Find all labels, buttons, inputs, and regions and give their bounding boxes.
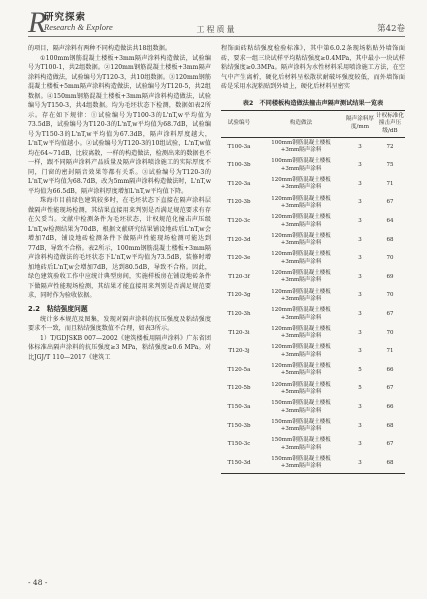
cell-construction	[257, 138, 345, 157]
construction-line: 120mm钢筋混凝土楼板	[271, 251, 331, 258]
table-row	[221, 398, 405, 417]
cell-impact-sound-level: 68	[386, 422, 394, 429]
logo-column-name: 研究探索	[44, 12, 87, 23]
cell-impact-sound-level: 67	[386, 310, 394, 317]
construction-line: +3mm隔声涂料	[280, 258, 322, 265]
table-row	[221, 212, 405, 231]
cell-impact-sound-level: 67	[386, 199, 394, 206]
construction-line: +3mm隔声涂料	[280, 351, 322, 358]
body-paragraph: 珠海市目前绿色建筑较多时，在毛坯状态下直接在隔声涂料层做隔声性能现场检测，其结果直接用来判别是否满足规范要求有存在欠妥当。文献中检测条件为毛坯状态，计权规范化撞击声压级L'nT,w检测结果为70dB，根据文献研究结果铺设地砖后L'nT,w会增加7dB，铺设地砖检测条件下做隔声性能现场检测可能达到77dB，导致不合格。表2所示，100mm钢筋混凝土楼板+3mm隔声涂料构造做法的毛坯状态下L'nT,w平均值为73.5dB，装修时增加地砖后L'nT,w会增加7dB，达到80.5dB，导致不合格。因此，绿色建筑验收工作中应统计典型房间，实施样板房在铺设地砖条件下做隔声性能现场检测，其结果才能直接用来判别是否满足规范要求，同时作为验收依据。	[28, 197, 211, 299]
cell-construction	[257, 231, 345, 250]
cell-test-id: T150-3d	[227, 459, 251, 466]
cell-coating-thickness: 3	[358, 329, 362, 336]
construction-line: 100mm钢筋混凝土楼板	[271, 139, 331, 146]
construction-line: 120mm钢筋混凝土楼板	[271, 288, 331, 295]
cell-coating-thickness: 5	[358, 385, 362, 392]
table-row	[221, 138, 405, 157]
construction-line: +3mm隔声涂料	[280, 184, 322, 191]
cell-construction	[257, 454, 345, 473]
construction-line: +3mm隔声涂料	[280, 277, 322, 284]
cell-coating-thickness: 3	[358, 348, 362, 355]
construction-line: 120mm钢筋混凝土楼板	[271, 325, 331, 332]
cell-coating-thickness: 5	[358, 366, 362, 373]
table-row	[221, 268, 405, 287]
cell-test-id: T120-3j	[228, 348, 250, 355]
construction-line: 120mm钢筋混凝土楼板	[271, 232, 331, 239]
table-row	[221, 194, 405, 213]
construction-line: +3mm隔声涂料	[280, 333, 322, 340]
header-divider	[28, 36, 405, 37]
construction-line: 100mm钢筋混凝土楼板	[271, 158, 331, 165]
construction-line: +3mm隔声涂料	[280, 240, 322, 247]
cell-coating-thickness: 3	[358, 162, 362, 169]
body-paragraph: 的项目，隔声涂料有两种不同构造做法共18组数据。	[28, 45, 172, 52]
cell-test-id: T150-3b	[227, 422, 251, 429]
construction-line: +3mm隔声涂料	[280, 426, 322, 433]
cell-construction	[257, 305, 345, 324]
cell-construction	[257, 157, 345, 176]
cell-coating-thickness: 3	[358, 310, 362, 317]
body-paragraph: 统计多本规范及图集，发现对隔声涂料的抗压强度及粘结强度要求不一致，而且粘结强度数值不合理，如表3所示。	[28, 315, 211, 332]
cell-test-id: T120-3f	[228, 273, 250, 280]
construction-line: 120mm钢筋混凝土楼板	[271, 363, 331, 370]
cell-impact-sound-level: 67	[386, 441, 394, 448]
cell-test-id: T120-3a	[227, 180, 251, 187]
cell-coating-thickness: 3	[358, 217, 362, 224]
table-row	[221, 305, 405, 324]
cell-construction	[257, 343, 345, 362]
construction-line: 120mm钢筋混凝土楼板	[271, 195, 331, 202]
cell-test-id: T120-3b	[227, 199, 251, 206]
table-row	[221, 417, 405, 436]
cell-coating-thickness: 3	[358, 199, 362, 206]
construction-line: +3mm隔声涂料	[280, 314, 322, 321]
cell-coating-thickness: 3	[358, 236, 362, 243]
cell-coating-thickness: 3	[358, 255, 362, 262]
construction-line: 150mm钢筋混凝土楼板	[271, 418, 331, 425]
construction-line: 120mm钢筋混凝土楼板	[271, 214, 331, 221]
header-construction: 构造做法	[289, 120, 313, 126]
cell-coating-thickness: 3	[358, 403, 362, 410]
construction-line: +5mm隔声涂料	[280, 370, 322, 377]
cell-coating-thickness: 3	[358, 441, 362, 448]
cell-impact-sound-level: 71	[386, 180, 394, 187]
logo-letter: R	[28, 6, 47, 39]
cell-test-id: T100-3b	[227, 162, 251, 169]
cell-test-id: T120-3i	[228, 329, 250, 336]
header-test-id: 试验编号	[227, 120, 251, 126]
cell-impact-sound-level: 66	[386, 366, 394, 373]
table-row	[221, 231, 405, 250]
table-caption: 表2 不同楼板构造做法撞击声隔声测试结果一览表	[242, 99, 384, 107]
cell-impact-sound-level: 69	[386, 273, 394, 280]
cell-impact-sound-level: 67	[386, 385, 394, 392]
table-row	[221, 287, 405, 306]
cell-construction	[257, 250, 345, 269]
cell-test-id: T120-5a	[227, 366, 251, 373]
cell-construction	[257, 398, 345, 417]
construction-line: 150mm钢筋混凝土楼板	[271, 400, 331, 407]
cell-test-id: T120-3d	[227, 236, 251, 243]
cell-coating-thickness: 3	[358, 273, 362, 280]
construction-line: 120mm钢筋混凝土楼板	[271, 344, 331, 351]
right-column	[221, 44, 405, 474]
cell-test-id: T120-3h	[227, 310, 251, 317]
construction-line: +3mm隔声涂料	[280, 165, 322, 172]
cell-test-id: T120-5b	[227, 385, 251, 392]
construction-line: +3mm隔声涂料	[280, 407, 322, 414]
table-row	[221, 380, 405, 399]
cell-construction	[257, 380, 345, 399]
cell-impact-sound-level: 68	[386, 459, 394, 466]
body-paragraph: ①100mm钢筋混凝土楼板+3mm隔声涂料构造做法，试验编号为T100-1，共2组数据。②120mm钢筋混凝土楼板+3mm隔声涂料构造做法，试验编号为T120-3，共10组数据。③120mm钢筋混凝土楼板+5mm隔声涂料构造做法，试验编号为T120-5，共2组数据。④150mm钢筋混凝土楼板+3mm隔声涂料构造做法，试验编号为T150-3，共4组数据。均为毛坯状态下检测，数据如表2所示。存在如下规律：①试验编号为T100-3的L'nT,w平均值为73.5dB，试验编号为T120-3的L'nT,w平均值为68.7dB，试验编号为T150-3的L'nT,w平均值为67.3dB，隔声涂料厚度越大，L'nT,w平均值越小。②试验编号为T120-3的10组试验，L'nT,w值均在64~71dB，比较离散，一样的构造做法，检测出来的数据也不一样，跟不同隔声涂料产品质量及隔声涂料喷涂施工的实际厚度不同，门窗的密封隔音效果等都有关系。③试验编号为T120-3的L'nT,w平均值为68.7dB，改为5mm隔声涂料构造做法时，L'nT,w平均值为66.5dB，隔声涂料厚度增加L'nT,w平均值下降。	[28, 54, 211, 195]
construction-line: +3mm隔声涂料	[280, 296, 322, 303]
construction-line: 120mm钢筋混凝土楼板	[271, 307, 331, 314]
table-row	[221, 343, 405, 362]
table-row	[221, 436, 405, 455]
table-row	[221, 157, 405, 176]
header-impact-sound-level: 计权标准化撞击声压级/dB	[376, 112, 404, 134]
sound-insulation-table	[221, 110, 405, 474]
construction-line: 120mm钢筋混凝土楼板	[271, 177, 331, 184]
cell-test-id: T150-3c	[227, 441, 251, 448]
construction-line: +5mm隔声涂料	[280, 389, 322, 396]
cell-test-id: T120-3g	[227, 292, 251, 299]
left-text-column	[28, 44, 211, 362]
cell-construction	[257, 436, 345, 455]
cell-test-id: T100-3a	[227, 143, 251, 150]
cell-construction	[257, 212, 345, 231]
body-paragraph: 1）T/GDJSKB 007—2002《建筑楼板用隔声涂料》广东省团体标准出隔声涂料的抗压强度≥3 MPa，粘结强度≥0.6 MPa。对比JGJ/T 110—2017《建筑工	[28, 334, 211, 361]
cell-coating-thickness: 3	[358, 143, 362, 150]
cell-coating-thickness: 3	[358, 459, 362, 466]
table-row	[221, 250, 405, 269]
cell-impact-sound-level: 75	[386, 162, 394, 169]
construction-line: 150mm钢筋混凝土楼板	[271, 455, 331, 462]
construction-line: +3mm隔声涂料	[280, 221, 322, 228]
cell-construction	[257, 417, 345, 436]
cell-construction	[257, 194, 345, 213]
right-column-paragraph: 程饰面砖粘结强度检验标准》，其中第6.0.2条现场粘贴外墙饰面砖，要求一组三块试样平均粘结强度≥0.4MPa，其中最小一块试样粘结强度≥0.3MPa。隔声涂料为水性材料采用喷涂施工方法，在空气中产生离析，硬化后材料呈松散状耐破坏强度较低，而外墙饰面砖是采用水泥粘贴到外墙上，硬化后材料呈密实	[221, 45, 405, 90]
cell-construction	[257, 175, 345, 194]
construction-line: +3mm隔声涂料	[280, 463, 322, 470]
volume-label: 第42卷	[377, 24, 405, 34]
journal-section-title: 工程质量	[196, 25, 237, 34]
page-number: - 48 -	[28, 578, 48, 587]
cell-construction	[257, 268, 345, 287]
logo-column-name-en: Research & Explore	[44, 22, 113, 32]
cell-impact-sound-level: 70	[386, 329, 394, 336]
cell-coating-thickness: 3	[358, 422, 362, 429]
cell-test-id: T120-3e	[227, 255, 251, 262]
cell-test-id: T150-3a	[227, 403, 251, 410]
header-coating-thickness: 隔声涂料厚度/mm	[346, 116, 374, 130]
cell-impact-sound-level: 64	[386, 217, 394, 224]
cell-impact-sound-level: 71	[386, 348, 394, 355]
table-row	[221, 361, 405, 380]
cell-impact-sound-level: 70	[386, 292, 394, 299]
table-header-row	[221, 110, 405, 138]
cell-impact-sound-level: 66	[386, 403, 394, 410]
construction-line: 120mm钢筋混凝土楼板	[271, 381, 331, 388]
table-row	[221, 175, 405, 194]
cell-construction	[257, 361, 345, 380]
cell-construction	[257, 287, 345, 306]
table-row	[221, 454, 405, 473]
cell-impact-sound-level: 72	[386, 143, 394, 150]
cell-impact-sound-level: 68	[386, 236, 394, 243]
table-row	[221, 324, 405, 343]
section-heading: 2.2 粘结强度问题	[28, 304, 88, 313]
cell-test-id: T120-3c	[227, 217, 251, 224]
construction-line: 150mm钢筋混凝土楼板	[271, 437, 331, 444]
cell-coating-thickness: 3	[358, 292, 362, 299]
construction-line: +3mm隔声涂料	[280, 147, 322, 154]
cell-impact-sound-level: 70	[386, 255, 394, 262]
construction-line: +3mm隔声涂料	[280, 203, 322, 210]
construction-line: +3mm隔声涂料	[280, 444, 322, 451]
construction-line: 120mm钢筋混凝土楼板	[271, 270, 331, 277]
cell-coating-thickness: 3	[358, 180, 362, 187]
cell-construction	[257, 324, 345, 343]
